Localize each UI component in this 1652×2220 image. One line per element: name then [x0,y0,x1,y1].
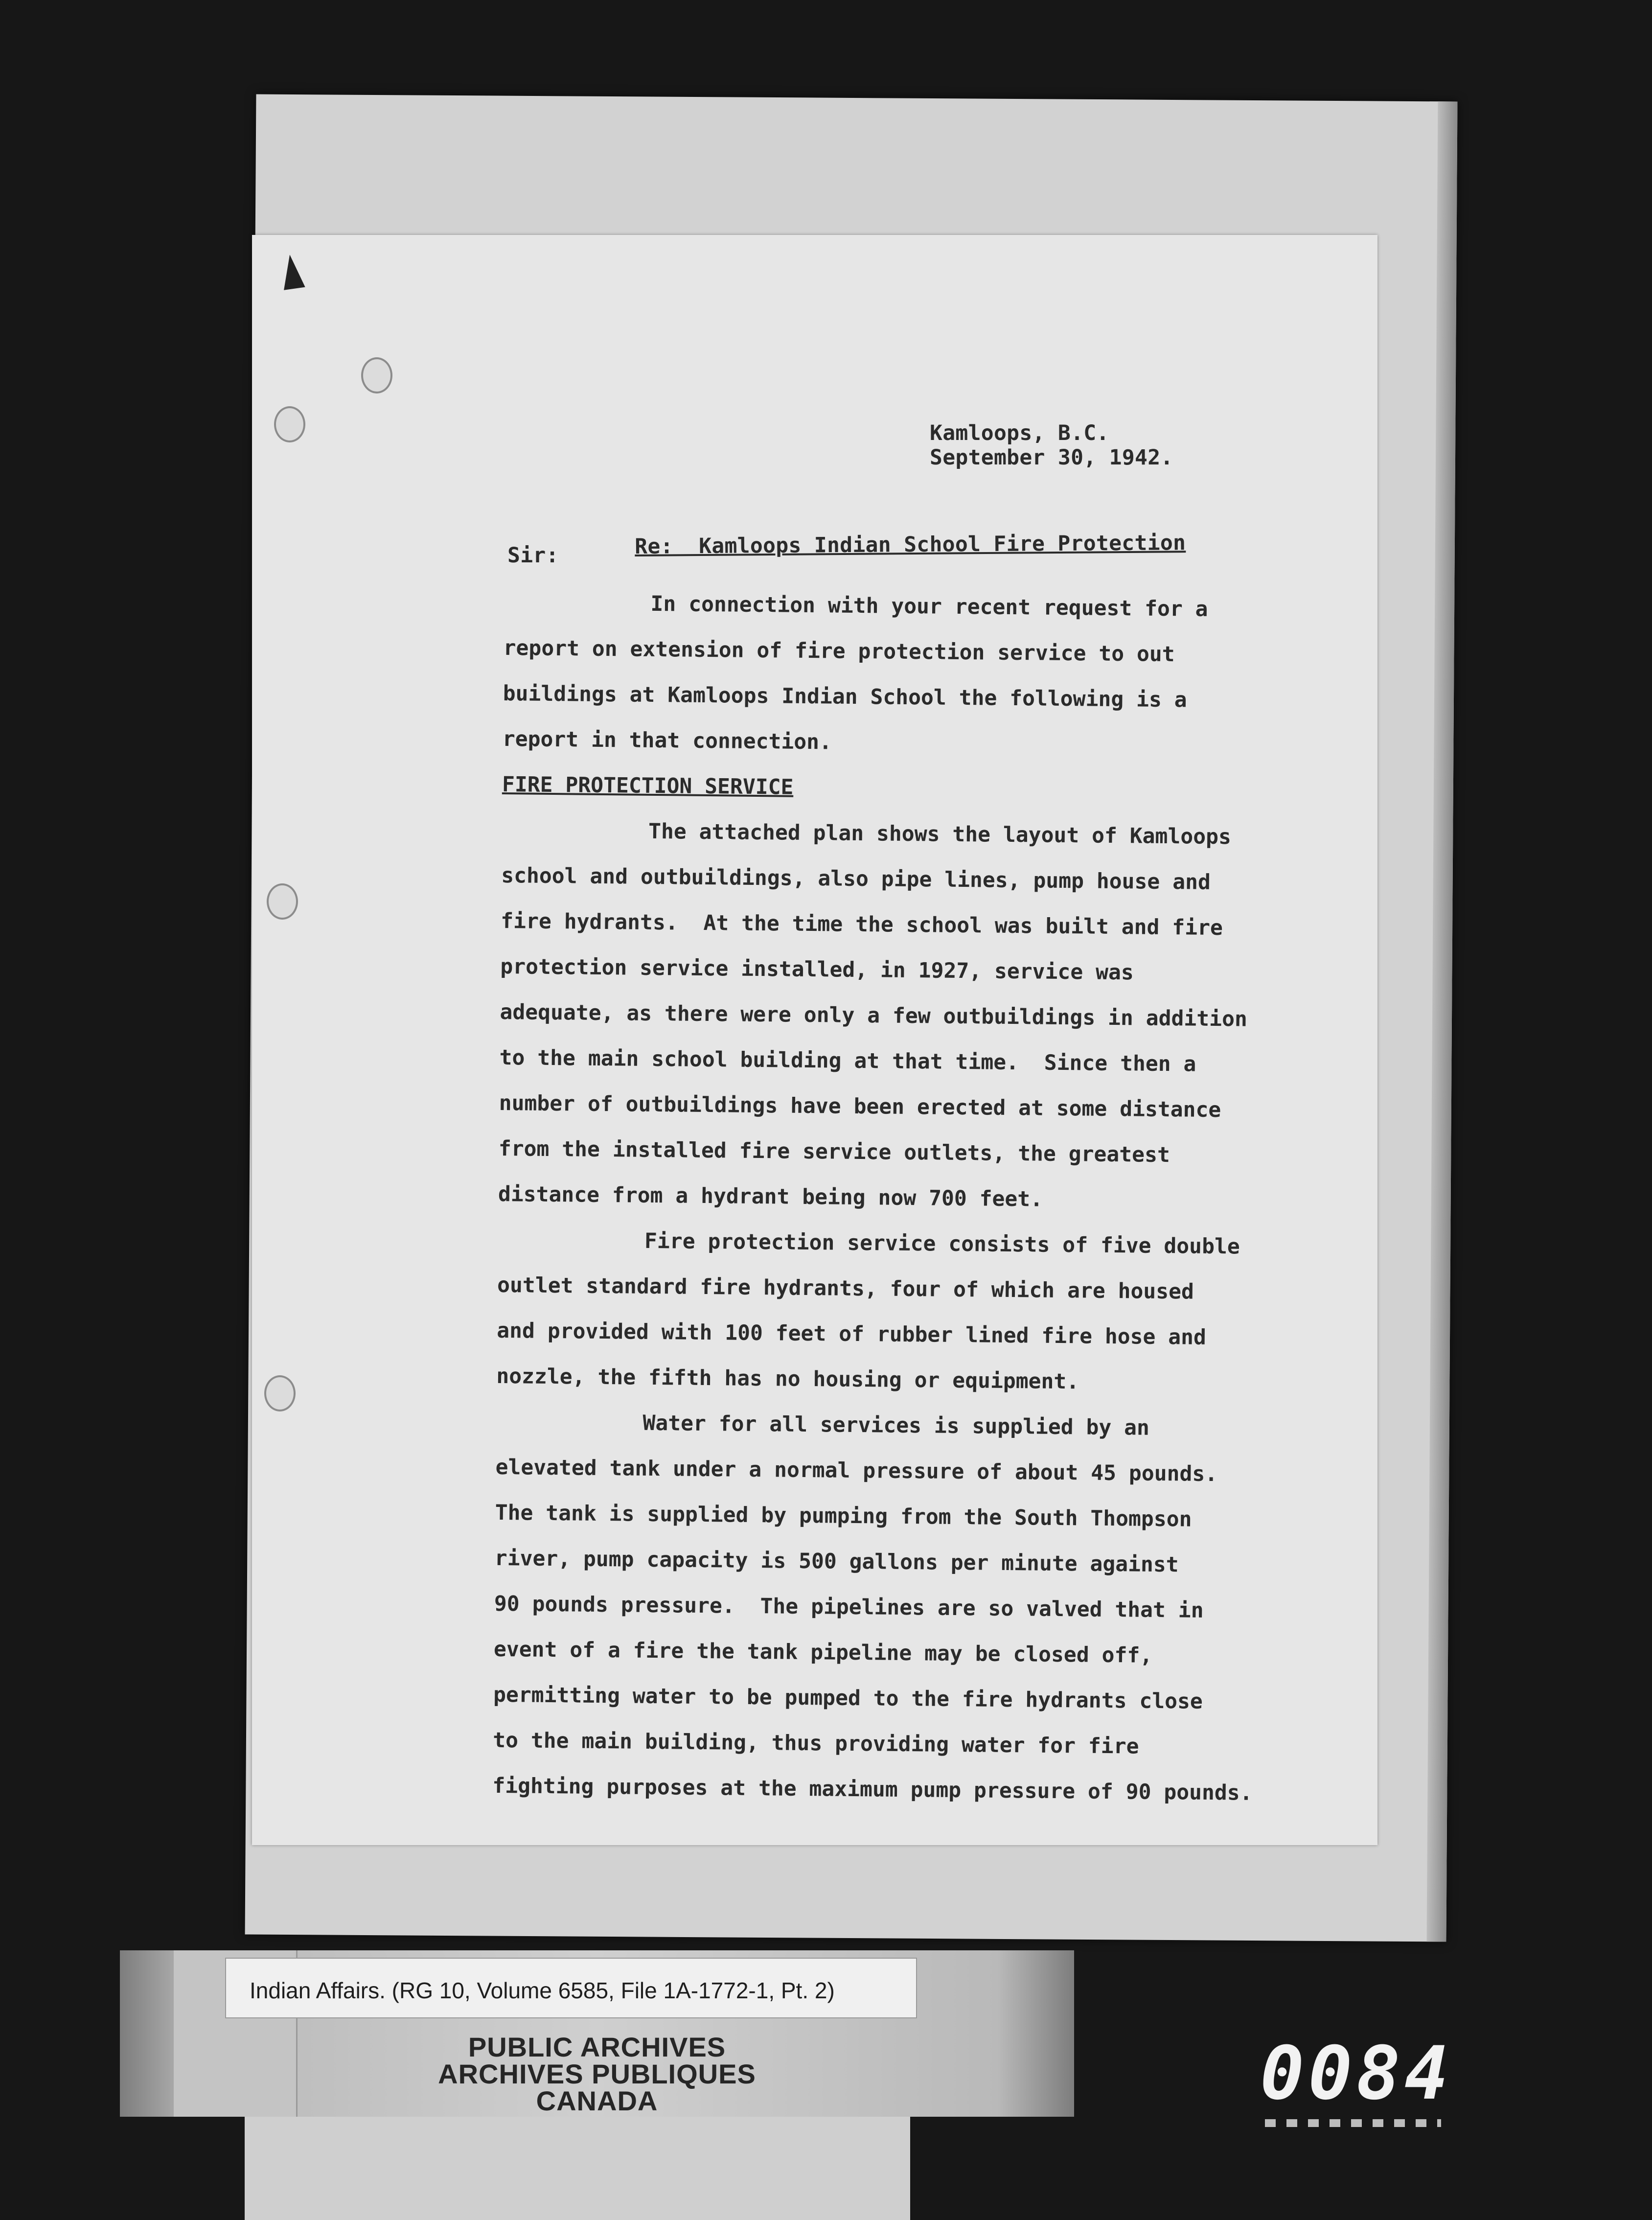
section-heading: FIRE PROTECTION SERVICE [502,772,794,800]
body-line: river, pump capacity is 500 gallons per minute against [494,1546,1179,1577]
body-line: report in that connection. [502,726,832,755]
body-line: permitting water to be pumped to the fire hydrants close [493,1682,1203,1714]
body-line: adequate, as there were only a few outbuildings in addition [500,999,1248,1032]
body-line: number of outbuildings have been erected at some distance [499,1090,1221,1123]
archive-reference: Indian Affairs. (RG 10, Volume 6585, File 1A-1772-1, Pt. 2) [250,1978,835,2003]
letter-body [492,580,1365,1817]
subject-line: Re: Kamloops Indian School Fire Protection [635,531,1186,559]
body-line: buildings at Kamloops Indian School the following is a [503,681,1187,713]
archive-name-fr: ARCHIVES PUBLIQUES [438,2058,756,2089]
body-line: The tank is supplied by pumping from the South Thompson [495,1500,1192,1532]
body-line: In connection with your recent request for a [650,591,1208,622]
body-line: to the main school building at that time. Since then a [499,1045,1196,1077]
punch-hole [264,1375,296,1411]
body-line: to the main building, thus providing water for fire [493,1728,1139,1759]
body-line: event of a fire the tank pipeline may be closed off, [493,1637,1153,1668]
punch-hole [274,406,305,442]
body-line: school and outbuildings, also pipe lines, pump house and [501,863,1211,895]
body-line: The attached plan shows the layout of Kamloops [648,819,1232,850]
body-line: fire hydrants. At the time the school was built and fire [501,908,1223,941]
film-sprocket-marks [1265,2119,1441,2127]
body-line: fighting purposes at the maximum pump pressure of 90 pounds. [492,1773,1253,1805]
body-line: outlet standard fire hydrants, four of which are housed [497,1272,1194,1304]
archive-country: CANADA [536,2085,658,2116]
body-line: report on extension of fire protection service to out [503,635,1175,667]
body-line: protection service installed, in 1927, service was [500,954,1134,985]
punch-hole [361,357,392,393]
letter-place: Kamloops, B.C. [930,421,1109,445]
body-line: nozzle, the fifth has no housing or equipment. [496,1364,1079,1394]
body-line: Water for all services is supplied by an [642,1411,1150,1440]
letter-date: September 30, 1942. [930,445,1173,470]
body-line: from the installed fire service outlets, the greatest [498,1136,1170,1168]
body-line: distance from a hydrant being now 700 feet. [498,1181,1043,1212]
body-line: elevated tank under a normal pressure of about 45 pounds. [495,1455,1218,1487]
label-tab [245,2117,910,2220]
body-line: and provided with 100 feet of rubber lined fire hose and [497,1318,1207,1350]
salutation: Sir: [507,543,559,568]
body-line: Fire protection service consists of five double [644,1228,1240,1259]
punch-hole [267,883,298,920]
body-line: 90 pounds pressure. The pipelines are so valved that in [494,1591,1204,1623]
archive-name-en: PUBLIC ARCHIVES [468,2032,726,2062]
microfilm-frame-number: 0084 [1260,2031,1453,2116]
